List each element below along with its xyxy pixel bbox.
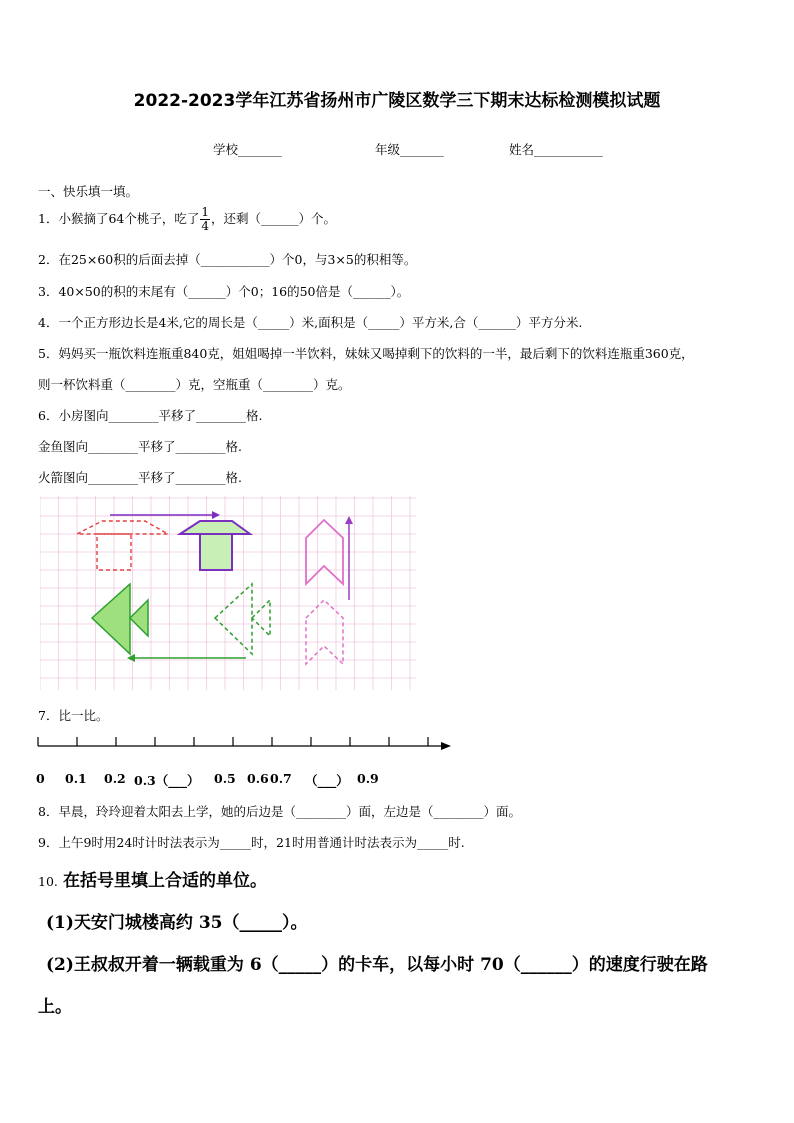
number-line-arrow-icon (441, 742, 451, 750)
fish-original (92, 584, 148, 654)
nl-label-3[interactable]: 0.3（___） (134, 773, 200, 788)
question-6-house: 6．小房图向________平移了________格. (38, 408, 263, 423)
section-heading: 一、快乐填一填。 (38, 184, 139, 199)
question-3: 3．40×50的积的末尾有（______）个0；16的50倍是（______）。 (38, 284, 410, 299)
grade-field[interactable]: 年级_______ (375, 142, 444, 157)
arrow-up-icon (345, 516, 353, 600)
q10-heading: 在括号里填上合适的单位。 (62, 871, 267, 891)
rocket-moved-dashed (306, 600, 343, 664)
house-moved (180, 521, 250, 570)
school-field[interactable]: 学校_______ (213, 142, 282, 157)
question-6-fish: 金鱼图向________平移了________格. (38, 439, 242, 454)
question-6-rocket: 火箭图向________平移了________格. (38, 470, 242, 485)
nl-label-7: 0.7 (270, 771, 292, 786)
nl-label-6: 0.6 (247, 771, 269, 786)
fraction-denominator: 4 (201, 219, 209, 233)
fraction (200, 206, 210, 233)
fraction-numerator: 1 (201, 205, 209, 219)
q1-post: ，还剩（______）个。 (211, 211, 337, 226)
number-line-ticks (38, 737, 428, 746)
question-10-2: (2)王叔叔开着一辆载重为 6（_____）的卡车，以每小时 70（______）的速度行驶在路 (46, 955, 708, 975)
q10-number: 10. (38, 874, 58, 889)
nl-label-2: 0.2 (104, 771, 126, 786)
number-line (33, 732, 453, 758)
question-1 (38, 206, 336, 233)
nl-label-9: 0.9 (357, 771, 379, 786)
question-10 (38, 866, 267, 891)
translation-grid-figure (40, 496, 416, 690)
question-10-1: (1)天安门城楼高约 35（_____）。 (46, 913, 308, 933)
question-8: 8．早晨，玲玲迎着太阳去上学，她的后边是（________）面，左边是（________）面。 (38, 804, 521, 819)
question-7: 7．比一比。 (38, 708, 109, 723)
nl-label-1: 0.1 (65, 771, 87, 786)
question-9: 9．上午9时用24时计时法表示为_____时，21时用普通计时法表示为_____时. (38, 835, 465, 850)
nl-label-8[interactable]: （___） (305, 773, 349, 788)
nl-label-0: 0 (36, 771, 45, 786)
page-title: 2022-2023学年江苏省扬州市广陵区数学三下期末达标检测模拟试题 (133, 91, 661, 111)
nl-label-5: 0.5 (214, 771, 236, 786)
question-2: 2．在25×60积的后面去掉（___________）个0，与3×5的积相等。 (38, 252, 417, 267)
name-field[interactable]: 姓名___________ (509, 142, 603, 157)
question-10-2-cont: 上。 (38, 997, 72, 1017)
arrow-left-icon (127, 654, 246, 662)
house-original-dashed (77, 521, 168, 570)
question-5-line-1: 5．妈妈买一瓶饮料连瓶重840克，姐姐喝掉一半饮料，妹妹又喝掉剩下的饮料的一半，最后剩下的饮料连瓶重360克， (38, 346, 694, 361)
arrow-right-icon (110, 511, 220, 519)
question-5-line-2: 则一杯饮料重（________）克，空瓶重（________）克。 (38, 377, 351, 392)
question-4: 4．一个正方形边长是4米,它的周长是（_____）米,面积是（_____）平方米,合（______）平方分米. (38, 315, 583, 330)
q1-pre: 1．小猴摘了64个桃子，吃了 (38, 211, 200, 226)
